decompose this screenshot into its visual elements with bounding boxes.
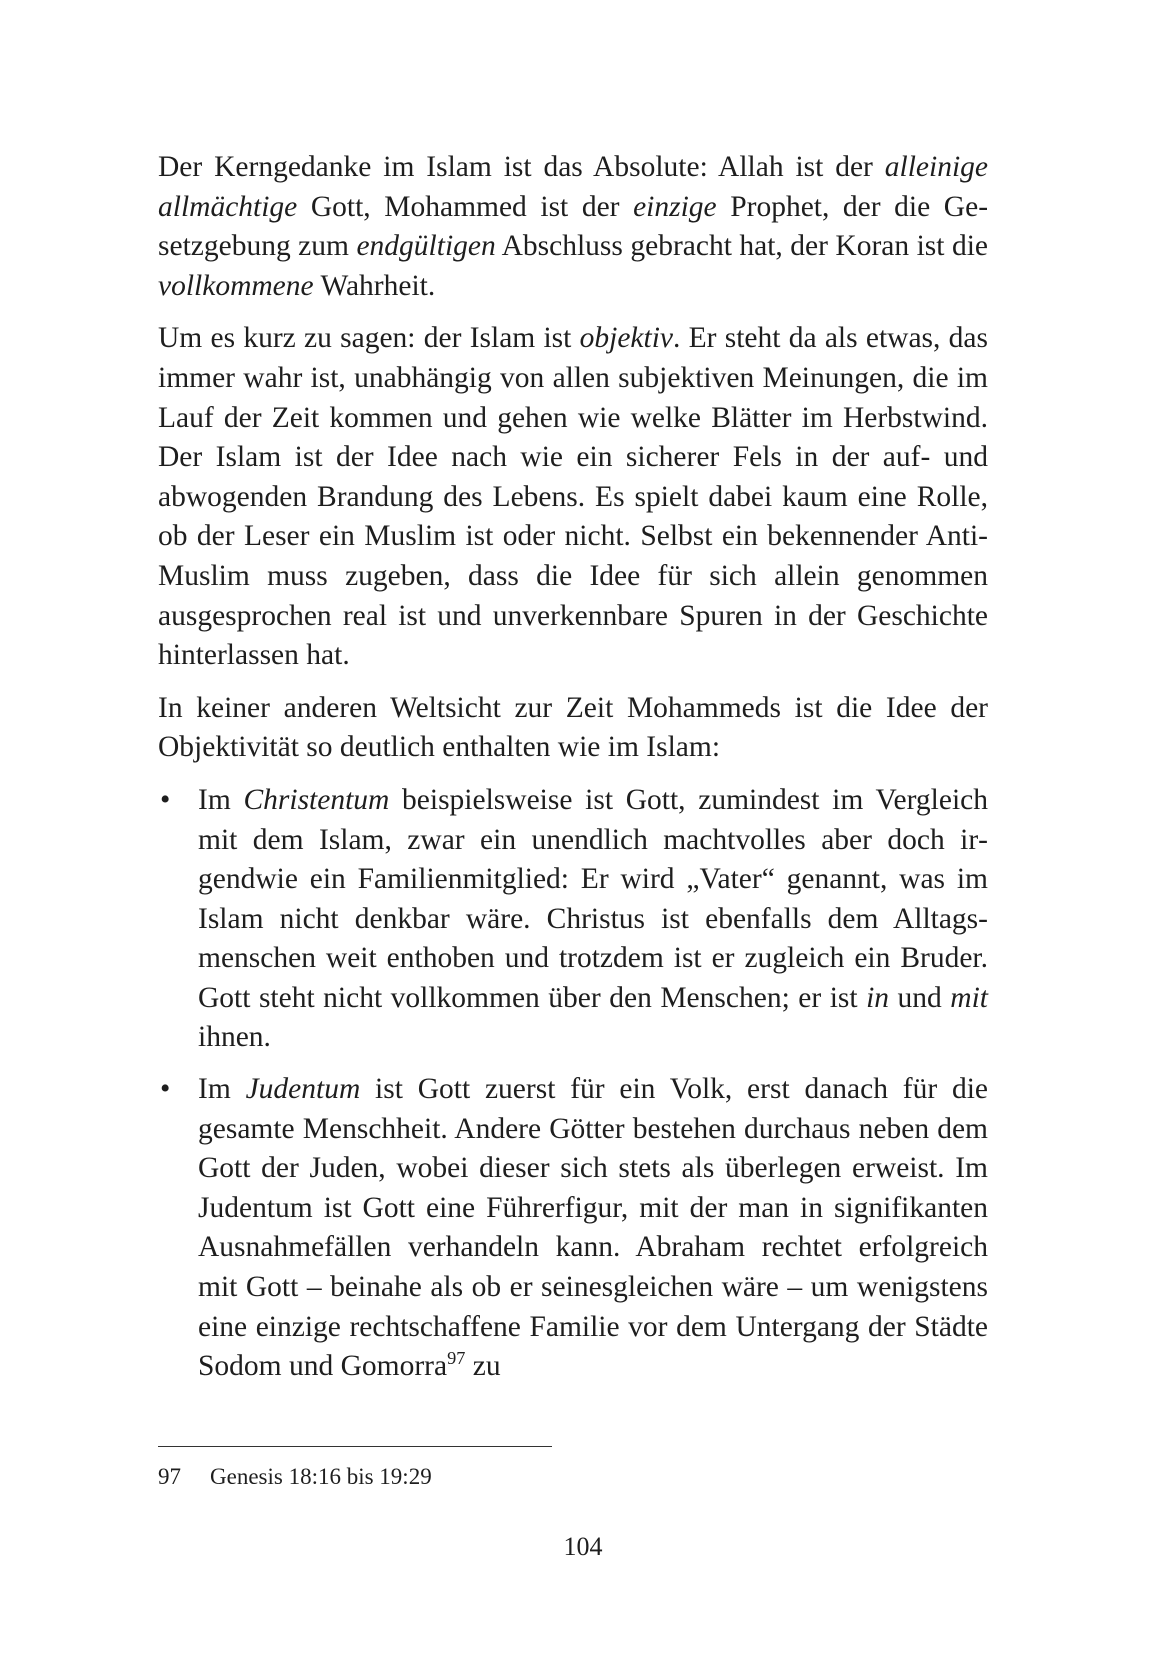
footnote-reference: 97	[447, 1348, 466, 1369]
body-text	[158, 148, 988, 1399]
footnote-number: 97	[158, 1464, 181, 1489]
footnote-divider	[158, 1446, 552, 1447]
emphasis-text: endgültigen	[356, 230, 496, 263]
bullet-text	[198, 784, 988, 1054]
emphasis-text: vollkommene	[158, 269, 314, 302]
text-run: Um es kurz zu sagen: der Islam ist	[158, 322, 580, 355]
emphasis-text: in	[866, 981, 890, 1014]
text-run: und	[889, 981, 951, 1014]
footnote	[158, 1462, 432, 1492]
text-run: . Er steht da als etwas, das immer wahr ist, unabhängig von allen subjektiven Meinungen, die im Lauf der Zeit kommen und gehen wie welke Blätter im Herbstwind. Der Islam ist der Idee nach wie ein sicherer Fels in der auf- und abwogenden Brandung des Lebens. Es spielt dabei kaum eine Rolle, ob der Leser ein Muslim ist oder nicht. Selbst ein bekennender Anti-Muslim muss zugeben, dass die Idee für sich allein genommen ausgesprochen real ist und unverkennbare Spuren in der Geschichte hinterlassen hat.	[158, 322, 988, 672]
text-run: Der Kerngedanke im Islam ist das Absolute: Allah ist der	[158, 151, 885, 183]
bullet-text	[198, 1073, 988, 1382]
paragraph-1	[158, 148, 988, 306]
bullet-list	[158, 781, 988, 1387]
text-run: Gott, Mohammed ist der	[297, 190, 634, 223]
text-run: Im	[198, 1073, 246, 1106]
text-run: ihnen.	[198, 1021, 271, 1054]
text-run: In keiner anderen Weltsicht zur Zeit Mohammeds ist die Idee der Objektivität so deutlich enthalten wie im Islam:	[158, 691, 988, 764]
emphasis-text: einzige	[633, 190, 717, 223]
text-run: Abschluss gebracht hat, der Koran ist die	[495, 230, 988, 263]
emphasis-text: Judentum	[245, 1073, 361, 1106]
bullet-marker: •	[160, 1073, 171, 1106]
emphasis-text: alleinige allmächtige	[158, 151, 988, 223]
bullet-item-christentum	[158, 781, 988, 1058]
text-run: beispielsweise ist Gott, zumindest im Vergleich mit dem Islam, zwar ein unendlich machtvolles aber doch irgendwie ein Familienmitglied: Er wird „Vater“ genannt, was im Islam nicht denkbar wäre. Christus ist ebenfalls dem Alltagsmenschen weit enthoben und trotzdem ist er zugleich ein Bruder. Gott steht nicht vollkommen über den Menschen; er ist	[198, 783, 988, 1014]
emphasis-text: Christentum	[243, 783, 390, 816]
emphasis-text: objektiv	[579, 322, 673, 355]
paragraph-3	[158, 689, 988, 768]
emphasis-text: mit	[950, 981, 988, 1014]
bullet-marker: •	[160, 783, 171, 816]
page-number: 104	[563, 1532, 603, 1561]
paragraph-2	[158, 319, 988, 675]
text-run: Im	[198, 783, 244, 816]
text-run: ist Gott zuerst für ein Volk, erst danach für die gesamte Menschheit. Andere Götter bestehen durchaus neben dem Gott der Juden, wobei dieser sich stets als überlegen erweist. Im Judentum ist Gott eine Führerfigur, mit der man in signifikanten Ausnahmefällen verhandeln kann. Abraham rechtet erfolgreich mit Gott – beinahe als ob er seinesgleichen wäre – um wenigstens eine einzige rechtschaffene Familie vor dem Untergang der Städte Sodom und Gomorra	[198, 1073, 988, 1383]
text-run: zu	[465, 1350, 501, 1383]
text-run: Wahrheit.	[313, 269, 436, 302]
bullet-item-judentum	[158, 1070, 988, 1387]
footnote-text: Genesis 18:16 bis 19:29	[210, 1464, 432, 1489]
text-run: Prophet, der die Gesetzgebung zum	[158, 190, 989, 263]
